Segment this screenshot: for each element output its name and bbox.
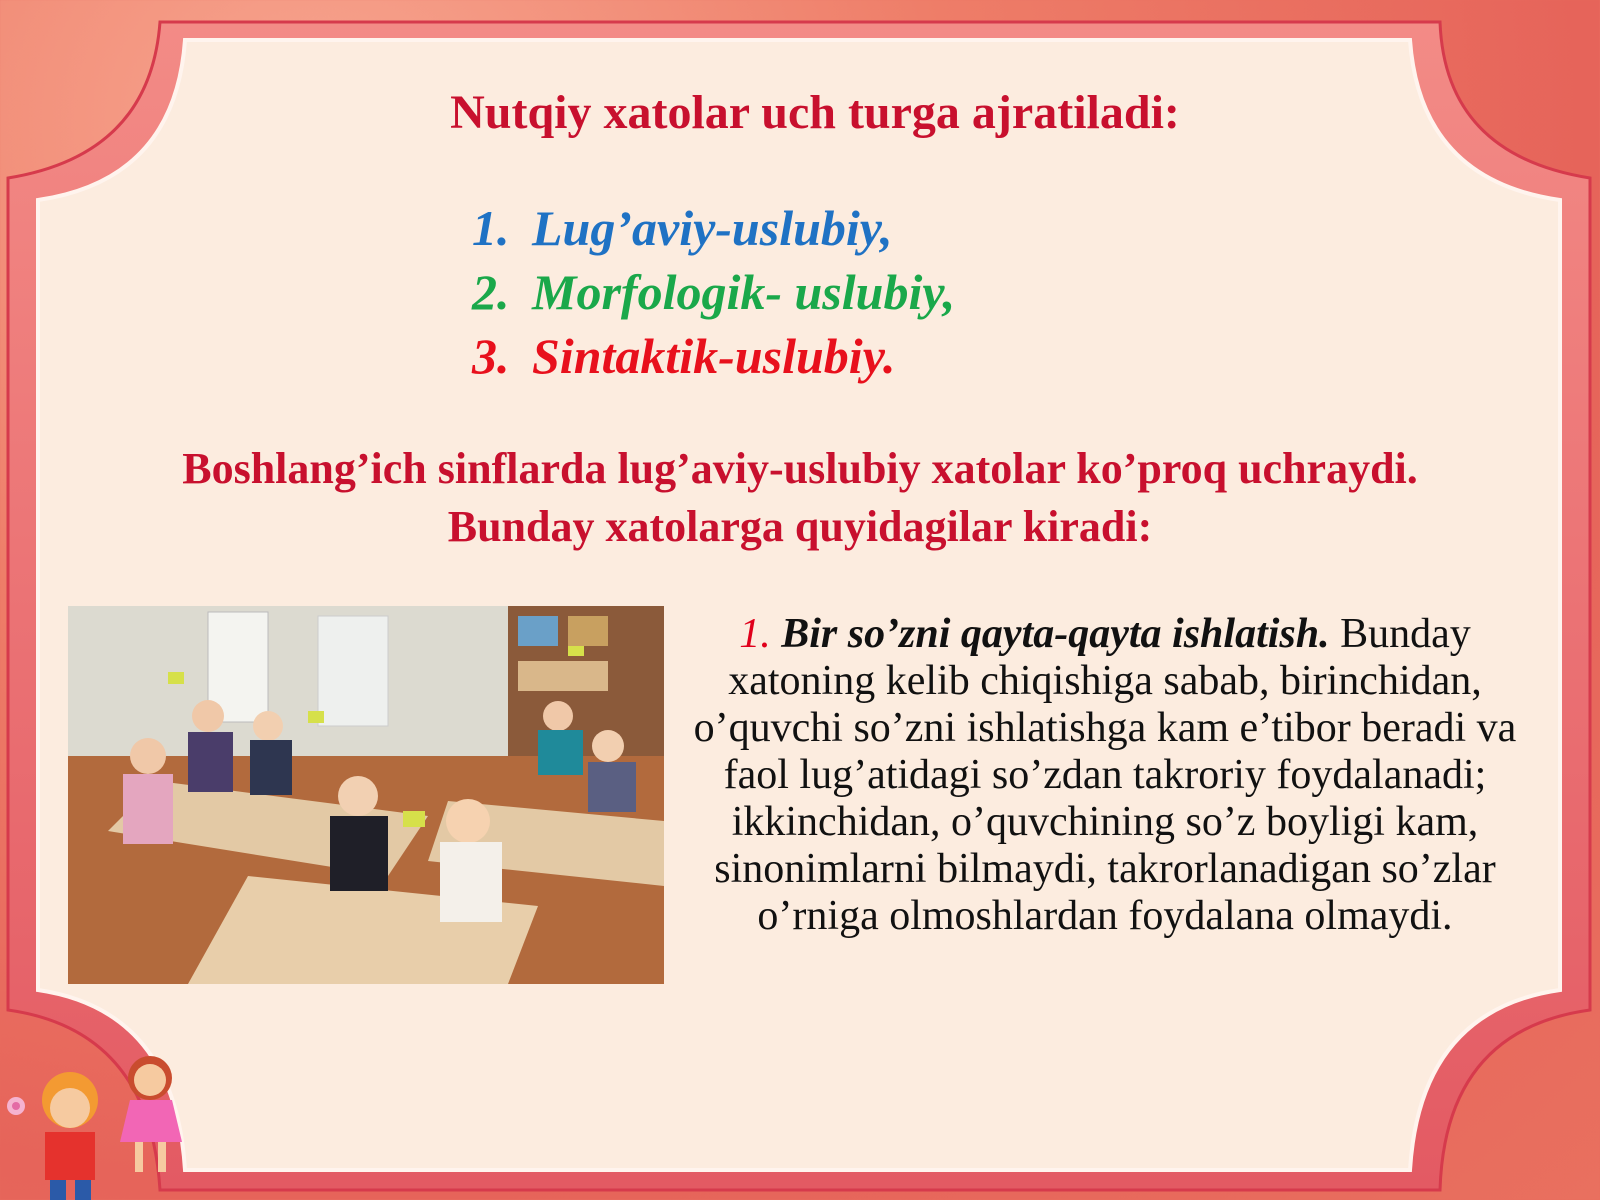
list-item-number: 2.	[472, 264, 510, 320]
list-item-number: 1.	[472, 200, 510, 256]
list-item	[472, 324, 955, 388]
list-item-label: Morfologik- uslubiy,	[532, 264, 956, 320]
list-item	[472, 196, 955, 260]
lead-line-1: Boshlang’ich sinflarda lug’aviy-uslubiy xatolar ko’proq uchraydi.	[182, 444, 1418, 493]
lead-paragraph	[120, 440, 1480, 556]
point-text: Bunday xatoning kelib chiqishiga sabab, birinchidan, o’quvchi so’zni ishlatishga kam e’tibor beradi va faol lug’atidagi so’zdan takroriy foydalanadi; ikkinchidan, o’quvchining so’z boyligi kam, sinonimlarni bilmaydi, takrorlanadigan so’zlar o’rniga olmoshlardan foydalana olmaydi.	[693, 611, 1517, 939]
slide-title: Nutqiy xatolar uch turga ajratiladi:	[450, 86, 1180, 139]
point-heading: Bir so’zni qayta-qayta ishlatish.	[781, 611, 1330, 657]
list-item	[472, 260, 955, 324]
list-item-number: 3.	[472, 328, 510, 384]
list-item-label: Lug’aviy-uslubiy,	[532, 200, 893, 256]
point-paragraph	[678, 611, 1532, 940]
classroom-photo	[68, 606, 664, 984]
lead-line-2: Bunday xatolarga quyidagilar kiradi:	[447, 502, 1153, 551]
point-number: 1.	[739, 611, 771, 657]
error-types-list	[472, 196, 955, 388]
list-item-label: Sintaktik-uslubiy.	[532, 328, 896, 384]
cartoon-kids-decoration	[0, 1040, 220, 1200]
